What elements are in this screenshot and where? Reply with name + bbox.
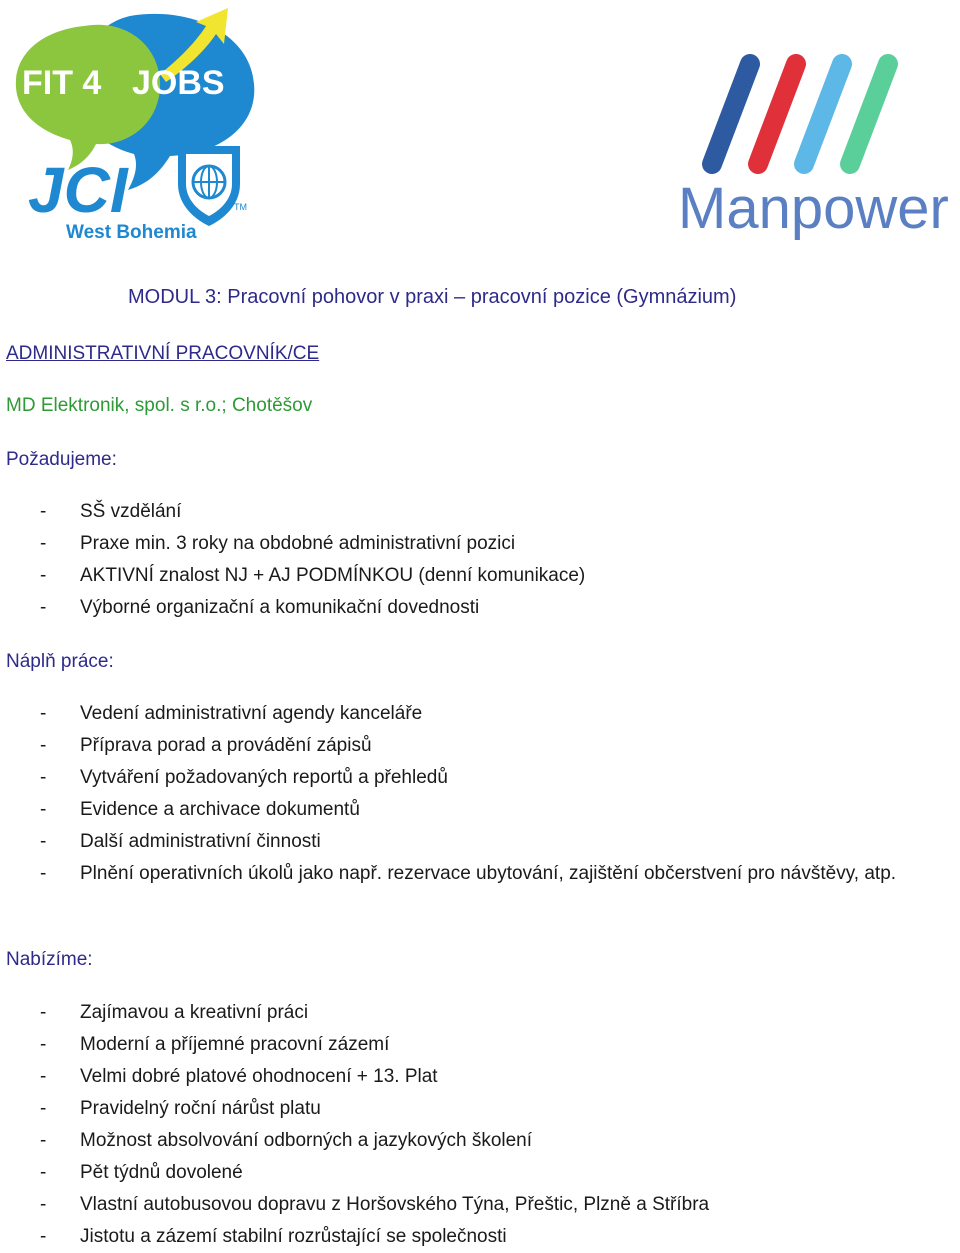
list-item — [40, 762, 960, 794]
manpower-stripe-1 — [712, 64, 750, 164]
list-dash: - — [40, 1002, 47, 1023]
list-dash: - — [40, 767, 47, 788]
requirements-heading: Požadujeme: — [6, 449, 117, 470]
fit4jobs-jci-logo — [10, 4, 272, 244]
list-item-text: Plnění operativních úkolů jako např. rezervace ubytování, zajištění občerstvení pro návštěvy, atp. — [80, 863, 897, 884]
list-item-text: Vytváření požadovaných reportů a přehledů — [80, 767, 448, 788]
list-item-text: SŠ vzdělání — [80, 501, 182, 522]
manpower-logo — [676, 46, 958, 242]
list-item — [40, 1189, 960, 1221]
list-item — [40, 997, 960, 1029]
requirements-list — [40, 496, 960, 624]
manpower-stripe-3 — [804, 64, 842, 164]
list-item — [40, 1093, 960, 1125]
manpower-stripe-4 — [850, 64, 888, 164]
list-dash: - — [40, 597, 47, 618]
list-item-text: Vedení administrativní agendy kanceláře — [80, 703, 423, 724]
list-item — [40, 794, 960, 826]
list-dash: - — [40, 533, 47, 554]
document-title-suffix: pracovní pozice (Gymnázium) — [470, 286, 737, 308]
job-title: ADMINISTRATIVNÍ PRACOVNÍK/CE — [6, 343, 320, 364]
manpower-stripe-2 — [758, 64, 796, 164]
manpower-text: Manpower — [678, 176, 949, 241]
list-item-text: Výborné organizační a komunikační dovednosti — [80, 597, 480, 618]
list-dash: - — [40, 863, 47, 884]
west-bohemia-text: West Bohemia — [66, 222, 197, 243]
list-item — [40, 1125, 960, 1157]
list-item-text: Další administrativní činnosti — [80, 831, 321, 852]
list-item-text: Jistotu a zázemí stabilní rozrůstající se společnosti — [80, 1226, 507, 1247]
list-dash: - — [40, 1098, 47, 1119]
list-item-text: Vlastní autobusovou dopravu z Horšovského Týna, Přeštic, Plzně a Stříbra — [80, 1194, 710, 1215]
list-dash: - — [40, 1130, 47, 1151]
list-item — [40, 496, 960, 528]
company-name: MD Elektronik, spol. s r.o.; Chotěšov — [6, 395, 313, 416]
list-item-text: Evidence a archivace dokumentů — [80, 799, 360, 820]
list-dash: - — [40, 1162, 47, 1183]
jobs-text: JOBS — [132, 64, 225, 102]
offer-list — [40, 997, 960, 1253]
document-title-prefix: MODUL 3: Pracovní pohovor v praxi – — [128, 286, 471, 308]
offer-heading: Nabízíme: — [6, 949, 93, 970]
list-dash: - — [40, 799, 47, 820]
list-item — [40, 1157, 960, 1189]
tm-text: TM — [234, 202, 247, 212]
list-item — [40, 592, 960, 624]
jci-text: JCI — [28, 154, 128, 226]
duties-list — [40, 698, 960, 890]
document-title — [128, 283, 736, 311]
list-item-text: Možnost absolvování odborných a jazykových školení — [80, 1130, 533, 1151]
list-item — [40, 698, 960, 730]
list-item-text: Pravidelný roční nárůst platu — [80, 1098, 321, 1119]
list-dash: - — [40, 1034, 47, 1055]
list-dash: - — [40, 831, 47, 852]
list-item-text: AKTIVNÍ znalost NJ + AJ PODMÍNKOU (denní komunikace) — [80, 565, 586, 586]
list-item — [40, 1061, 960, 1093]
list-item-text: Zajímavou a kreativní práci — [80, 1002, 309, 1023]
list-dash: - — [40, 735, 47, 756]
list-dash: - — [40, 1194, 47, 1215]
list-item — [40, 560, 960, 592]
list-item-text: Příprava porad a provádění zápisů — [80, 735, 372, 756]
list-item-text: Moderní a příjemné pracovní zázemí — [80, 1034, 390, 1055]
list-item — [40, 1221, 960, 1253]
list-item — [40, 528, 960, 560]
list-dash: - — [40, 1226, 47, 1247]
duties-heading: Náplň práce: — [6, 651, 114, 672]
list-dash: - — [40, 565, 47, 586]
list-item — [40, 730, 960, 762]
list-item — [40, 858, 960, 890]
list-item-text: Velmi dobré platové ohodnocení + 13. Plat — [80, 1066, 438, 1087]
list-dash: - — [40, 501, 47, 522]
list-item — [40, 826, 960, 858]
list-item-text: Praxe min. 3 roky na obdobné administrativní pozici — [80, 533, 516, 554]
fit-text: FIT 4 — [22, 64, 102, 102]
list-item — [40, 1029, 960, 1061]
list-item-text: Pět týdnů dovolené — [80, 1162, 243, 1183]
list-dash: - — [40, 1066, 47, 1087]
list-dash: - — [40, 703, 47, 724]
